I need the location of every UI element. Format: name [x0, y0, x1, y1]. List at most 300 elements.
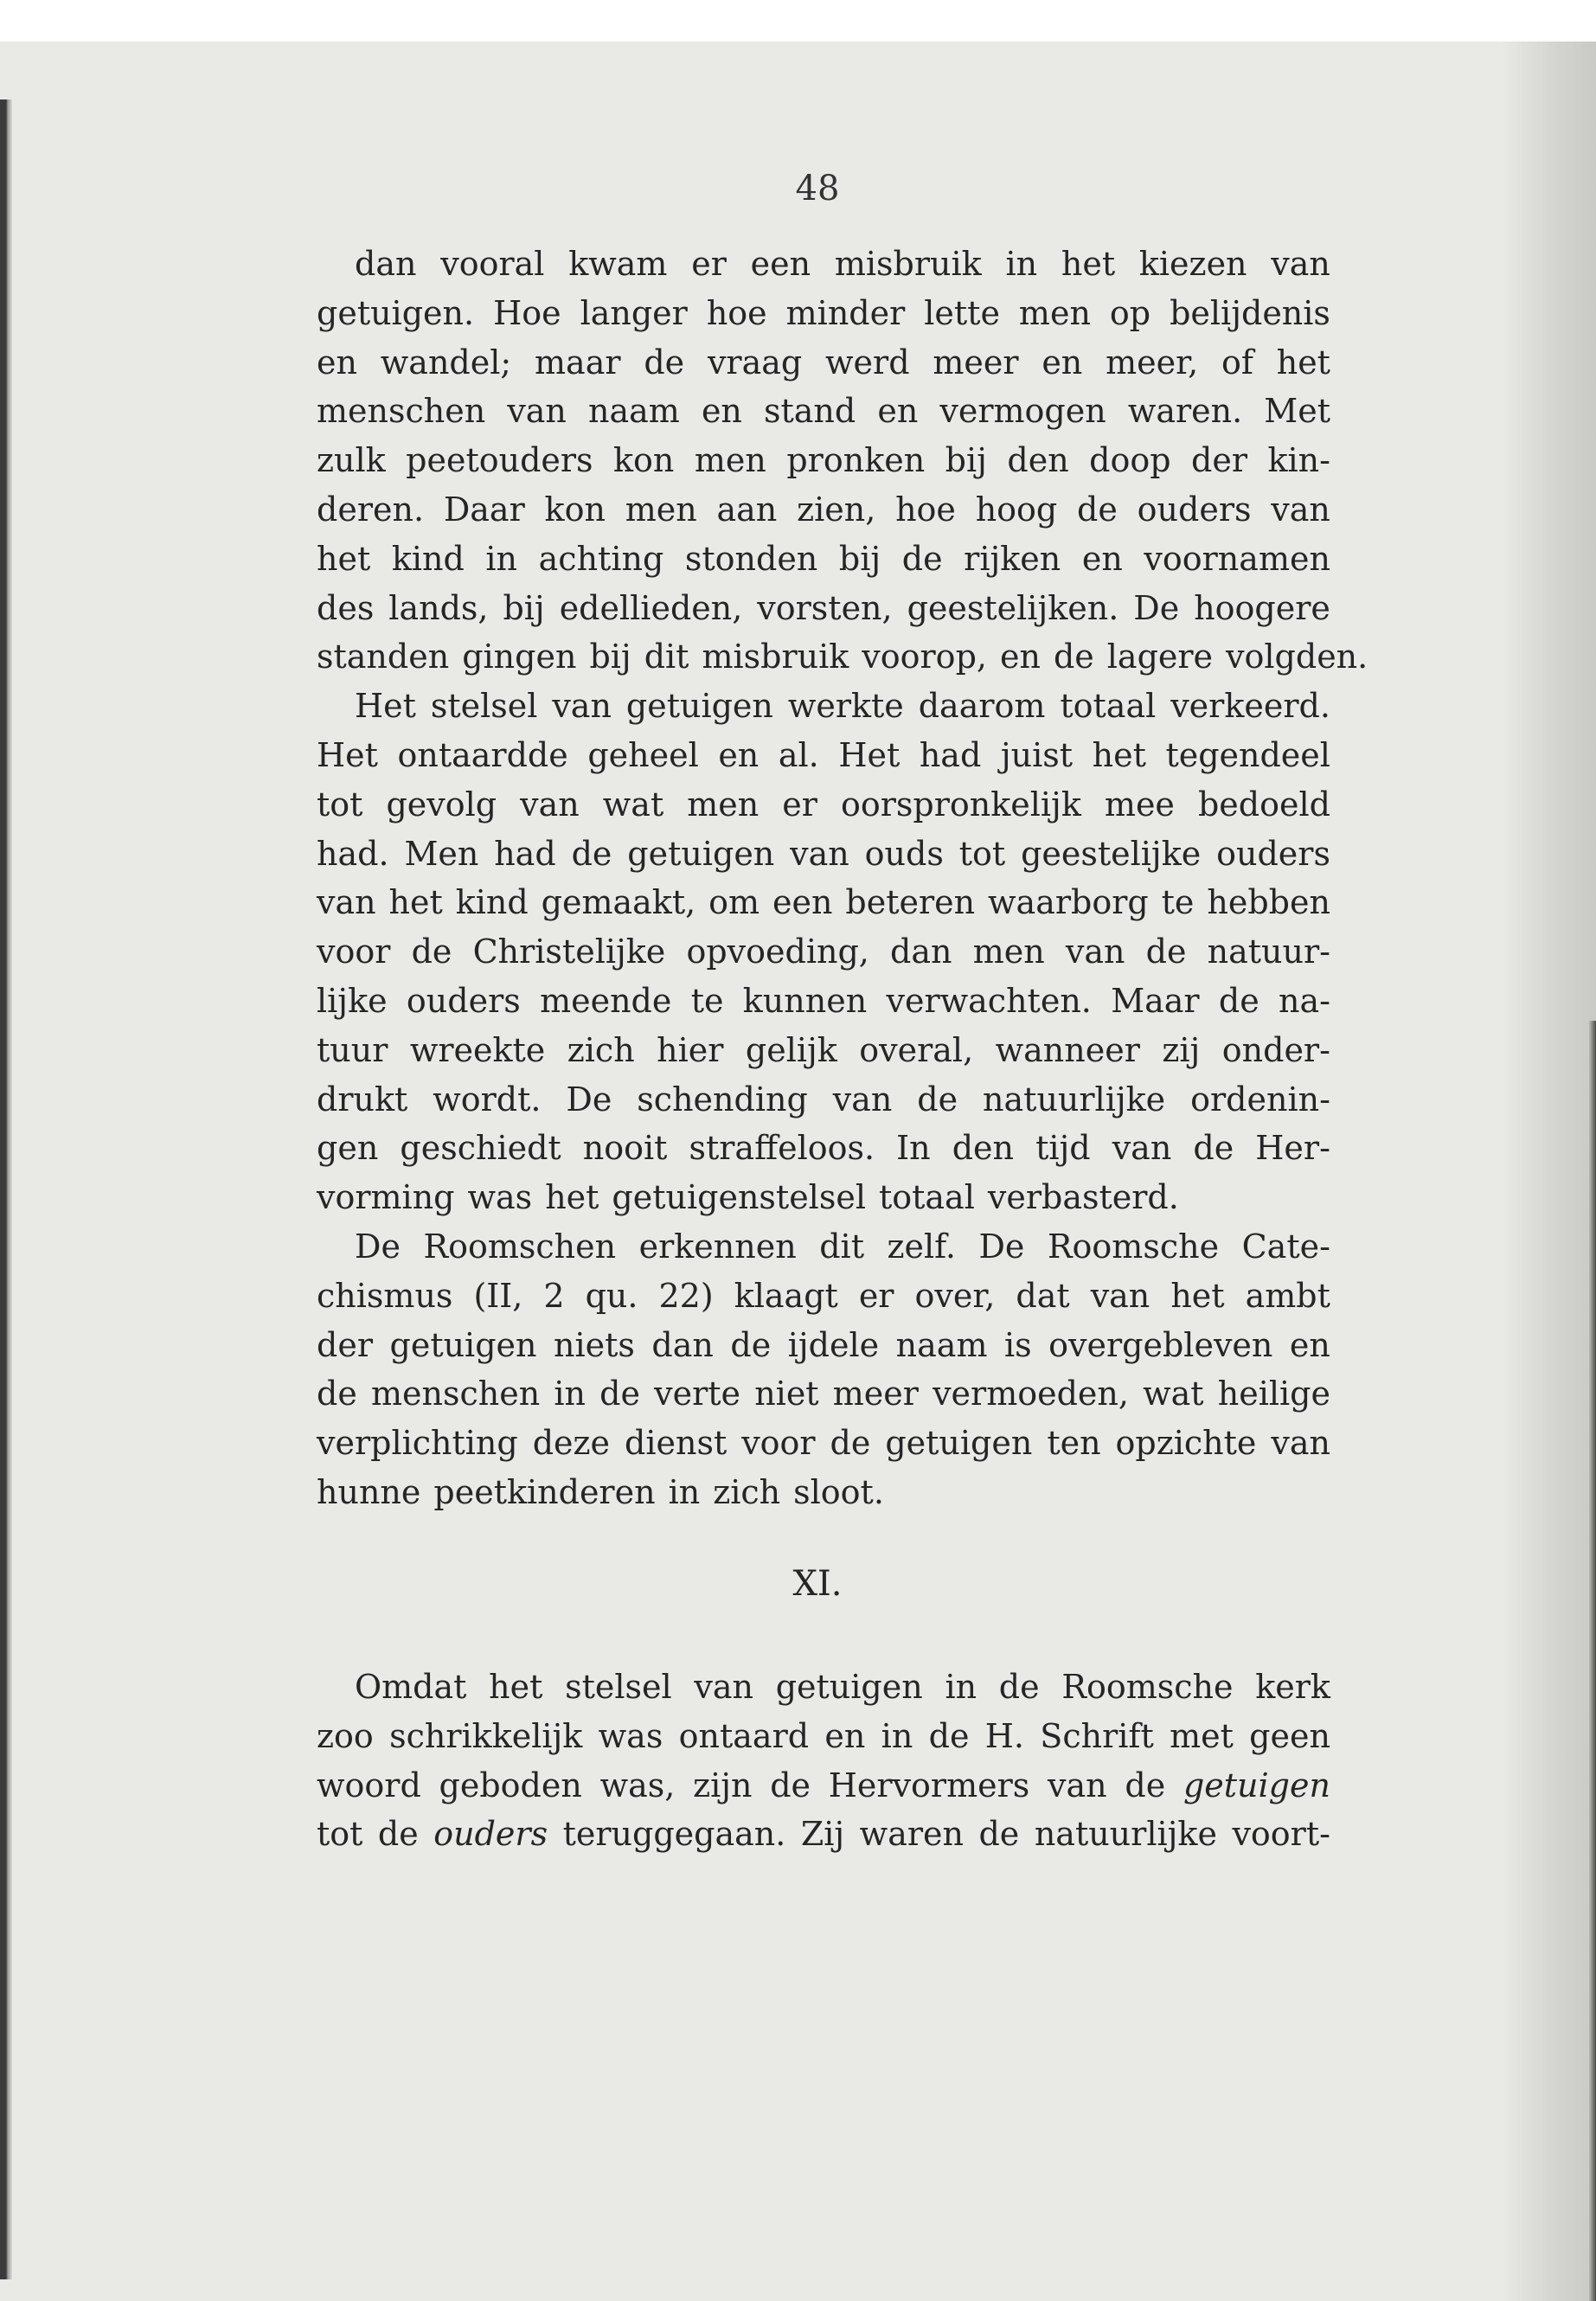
word: de — [770, 1766, 811, 1804]
word: te — [1161, 883, 1195, 922]
word: natuur- — [1207, 933, 1330, 971]
text-line — [317, 1712, 1330, 1761]
word: voort- — [1232, 1815, 1330, 1854]
word: van — [317, 883, 376, 922]
word: ontaard — [678, 1716, 810, 1755]
word: menschen — [317, 392, 486, 431]
word: het — [489, 1668, 543, 1706]
word: van — [507, 392, 567, 431]
word: en — [824, 1716, 866, 1755]
word: schending — [637, 1080, 808, 1118]
word: men — [694, 441, 766, 480]
word: men — [687, 785, 760, 824]
word: in — [945, 1668, 977, 1706]
word: ambt — [1245, 1276, 1330, 1315]
word: qu. — [585, 1276, 638, 1315]
word: het — [317, 539, 371, 578]
word: lijke — [317, 981, 388, 1020]
word: men — [1018, 293, 1091, 332]
word: vermoeden, — [933, 1375, 1129, 1413]
word: de — [1077, 490, 1118, 529]
word: Men — [404, 834, 479, 873]
word: der — [1191, 441, 1248, 480]
word: dit — [644, 638, 689, 676]
word: geestelijke — [1021, 834, 1202, 873]
word: men — [972, 933, 1045, 971]
text-line — [317, 830, 1330, 879]
word: belijdenis — [1170, 293, 1330, 332]
word: getuigen — [627, 834, 775, 873]
word: erkennen — [638, 1227, 797, 1266]
word: Cate- — [1241, 1227, 1330, 1266]
word: vorsten, — [757, 588, 893, 627]
text-line — [317, 1173, 1330, 1222]
word: hoog — [975, 490, 1058, 529]
body-text-lower — [317, 1663, 1330, 1859]
word: werkte — [787, 687, 904, 726]
word: kin- — [1267, 441, 1330, 480]
word: klaagt — [734, 1276, 838, 1315]
word: van — [790, 834, 849, 873]
word: er — [782, 785, 817, 824]
word: lands, — [388, 588, 489, 627]
word: misbruik — [702, 638, 849, 676]
word: en — [999, 638, 1041, 676]
word: tot — [958, 834, 1006, 873]
text-line — [317, 387, 1330, 436]
word: in — [1005, 245, 1038, 283]
word: naam — [588, 392, 680, 431]
word: zij — [1162, 1030, 1201, 1069]
word: Hervormers — [828, 1766, 1030, 1804]
word: Roomschen — [423, 1227, 617, 1266]
word: had — [919, 735, 982, 774]
word: voor — [317, 933, 391, 971]
word: misbruik — [834, 245, 982, 283]
word: totaal — [878, 1178, 975, 1217]
word: verkeerd. — [1170, 687, 1330, 726]
word: voorop, — [862, 638, 987, 676]
word: wreekte — [409, 1030, 546, 1069]
word: menschen — [370, 1375, 541, 1413]
word: zijn — [693, 1766, 753, 1804]
word: natuurlijke — [1034, 1815, 1217, 1854]
word: kind — [455, 883, 529, 922]
word: getuigen. — [317, 293, 475, 332]
text-line — [317, 289, 1330, 338]
text-line — [317, 1663, 1330, 1712]
word: stelsel — [430, 687, 538, 726]
word: Roomsche — [1061, 1668, 1234, 1706]
word: lagere — [1106, 638, 1214, 676]
word: zich — [713, 1472, 781, 1511]
word: de — [1193, 1129, 1234, 1168]
word: mee — [1104, 785, 1175, 824]
word: ouders — [433, 1815, 548, 1854]
word: natuurlijke — [983, 1080, 1166, 1118]
paragraph-3 — [317, 1222, 1330, 1517]
word: de — [411, 933, 452, 971]
word: van — [1271, 245, 1330, 283]
word: hier — [657, 1030, 724, 1069]
word: met — [1170, 1716, 1234, 1755]
word: zich — [567, 1030, 635, 1069]
word: stelsel — [565, 1668, 672, 1706]
word: de — [317, 1375, 357, 1413]
page-edge-left — [0, 99, 12, 2279]
word: meer, — [1106, 343, 1199, 381]
word: het — [1061, 245, 1116, 283]
word: getuigen — [775, 1668, 923, 1706]
word: bij — [945, 441, 987, 480]
word: teruggegaan. — [562, 1815, 786, 1854]
word: kind — [391, 539, 465, 578]
word: en — [701, 392, 742, 431]
body-text-upper — [317, 240, 1368, 1517]
word: opzichte — [1115, 1424, 1257, 1463]
word: en — [718, 735, 760, 774]
paragraph-1 — [317, 240, 1368, 682]
word: dan — [355, 245, 417, 283]
word: straffeloos. — [689, 1129, 875, 1168]
word: over, — [914, 1276, 996, 1315]
word: de — [599, 1375, 640, 1413]
word: Zij — [800, 1815, 845, 1854]
word: overal, — [859, 1030, 974, 1069]
word: waren. — [1127, 392, 1243, 431]
word: vermogen — [939, 392, 1106, 431]
word: langer — [580, 293, 688, 332]
text-line — [317, 240, 1330, 289]
word: geschiedt — [400, 1129, 561, 1168]
word: geen — [1249, 1716, 1330, 1755]
word: schrikkelijk — [389, 1716, 583, 1755]
word: in — [668, 1472, 701, 1511]
word: ordenin- — [1190, 1080, 1330, 1118]
word: deze — [532, 1424, 611, 1463]
word: kiezen — [1138, 245, 1247, 283]
word: de — [830, 1424, 871, 1463]
word: een — [750, 245, 811, 283]
word: bedoeld — [1197, 785, 1330, 824]
word: dienst — [625, 1424, 727, 1463]
word: gemaakt, — [541, 883, 696, 922]
word: was — [598, 1716, 663, 1755]
word: tijd — [1035, 1129, 1091, 1168]
word: was, — [599, 1766, 676, 1804]
word: ouders — [1137, 490, 1252, 529]
word: onder- — [1221, 1030, 1330, 1069]
word: tuur — [317, 1030, 388, 1069]
text-line — [317, 1272, 1330, 1321]
word: kunnen — [742, 981, 868, 1020]
word: voor — [741, 1424, 816, 1463]
word: lette — [924, 293, 1000, 332]
text-line — [317, 1026, 1330, 1075]
word: totaal — [1060, 687, 1157, 726]
text-line — [317, 780, 1330, 830]
word: en — [1042, 343, 1083, 381]
word: zoo — [317, 1716, 374, 1755]
word: om — [708, 883, 760, 922]
word: en — [317, 343, 357, 381]
word: het — [545, 1178, 599, 1217]
text-line — [317, 1321, 1330, 1370]
word: bij — [589, 638, 631, 676]
word: De — [1133, 588, 1180, 627]
word: niets — [554, 1325, 635, 1364]
word: meende — [540, 981, 672, 1020]
word: kwam — [568, 245, 668, 283]
text-line — [317, 1124, 1330, 1173]
word: minder — [785, 293, 906, 332]
word: chismus — [317, 1276, 453, 1315]
word: het — [388, 883, 443, 922]
word: de — [730, 1325, 772, 1364]
word: te — [690, 981, 724, 1020]
word: niet — [754, 1375, 819, 1413]
word: wanneer — [995, 1030, 1140, 1069]
word: de — [1145, 933, 1187, 971]
word: Hoe — [493, 293, 561, 332]
word: vooral — [440, 245, 545, 283]
word: Het — [838, 735, 901, 774]
text-line — [317, 338, 1330, 388]
text-line — [317, 1075, 1330, 1125]
word: zien, — [797, 490, 876, 529]
text-line — [317, 584, 1330, 633]
word: kon — [613, 441, 675, 480]
word: Het — [317, 735, 378, 774]
word: In — [896, 1129, 931, 1168]
word: ontaardde — [397, 735, 568, 774]
word: doop — [1089, 441, 1171, 480]
word: De — [355, 1227, 401, 1266]
word: hoe — [706, 293, 767, 332]
word: Her- — [1255, 1129, 1330, 1168]
word: getuigen — [625, 687, 773, 726]
word: tegendeel — [1165, 735, 1330, 774]
word: getuigen — [389, 1325, 537, 1364]
word: daarom — [918, 687, 1046, 726]
word: waren — [859, 1815, 964, 1854]
word: getuigen — [885, 1424, 1033, 1463]
section-heading: XI. — [792, 1564, 843, 1604]
word: gen — [317, 1129, 379, 1168]
text-line — [317, 1810, 1330, 1859]
word: deren. — [317, 490, 425, 529]
paragraph-4 — [317, 1663, 1330, 1859]
word: hoe — [895, 490, 956, 529]
page-edge-right — [1589, 1021, 1596, 2301]
word: des — [317, 588, 375, 627]
word: 22) — [658, 1276, 714, 1315]
text-line — [317, 878, 1330, 927]
word: van — [694, 1668, 753, 1706]
word: meer — [832, 1375, 919, 1413]
word: van — [1048, 1766, 1107, 1804]
word: woord — [317, 1766, 421, 1804]
word: er — [858, 1276, 894, 1315]
word: had — [494, 834, 556, 873]
word: De — [566, 1080, 612, 1118]
word: het — [1170, 1276, 1225, 1315]
word: verte — [654, 1375, 741, 1413]
text-line — [317, 1369, 1330, 1419]
word: geboden — [439, 1766, 582, 1804]
word: ouds — [864, 834, 944, 873]
word: verbasterd. — [987, 1178, 1179, 1217]
word: achting — [538, 539, 664, 578]
word: peetkinderen — [433, 1472, 656, 1511]
word: gelijk — [745, 1030, 837, 1069]
text-line — [317, 535, 1330, 584]
word: rijken — [964, 539, 1061, 578]
word: van — [1271, 490, 1330, 529]
word: of — [1221, 343, 1253, 381]
word: hoogere — [1194, 588, 1330, 627]
word: opvoeding, — [686, 933, 869, 971]
word: den — [952, 1129, 1015, 1168]
word: zelf. — [887, 1227, 956, 1266]
word: heilige — [1217, 1375, 1330, 1413]
word: zulk — [317, 441, 386, 480]
word: tot — [317, 785, 363, 824]
word: van — [552, 687, 612, 726]
word: voornamen — [1144, 539, 1330, 578]
word: Schrift — [1040, 1716, 1154, 1755]
word: men — [625, 490, 697, 529]
word: van — [1271, 1424, 1330, 1463]
text-line — [317, 731, 1330, 780]
word: vorming — [317, 1178, 455, 1217]
text-line — [317, 1468, 1330, 1517]
word: van — [1112, 1129, 1172, 1168]
word: ouders — [1216, 834, 1330, 873]
word: er — [691, 245, 727, 283]
word: pronken — [786, 441, 926, 480]
word: dat — [1016, 1276, 1070, 1315]
word: wat — [602, 785, 664, 824]
word: van — [520, 785, 580, 824]
page-number: 48 — [795, 169, 840, 208]
word: getuigenstelsel — [612, 1178, 866, 1217]
word: standen — [317, 638, 450, 676]
word: kon — [544, 490, 606, 529]
text-line — [317, 436, 1330, 485]
word: tot — [317, 1815, 363, 1854]
word: edellieden, — [559, 588, 743, 627]
word: dan — [890, 933, 952, 971]
word: in — [485, 539, 518, 578]
word: drukt — [317, 1080, 408, 1118]
scan-border-top — [0, 0, 1596, 42]
word: naam — [895, 1325, 988, 1364]
word: verplichting — [317, 1424, 518, 1463]
word: en — [1289, 1325, 1330, 1364]
word: van — [1090, 1276, 1151, 1315]
word: en — [877, 392, 919, 431]
word: had. — [317, 834, 389, 873]
word: de — [644, 343, 685, 381]
word: het — [1092, 735, 1146, 774]
word: meer — [933, 343, 1019, 381]
word: Daar — [443, 490, 525, 529]
word: (II, — [473, 1276, 523, 1315]
word: getuigen — [1183, 1766, 1330, 1804]
word: waarborg — [988, 883, 1149, 922]
word: geestelijken. — [907, 588, 1119, 627]
word: van — [1065, 933, 1125, 971]
word: hunne — [317, 1472, 421, 1511]
word: was — [467, 1178, 533, 1217]
word: beteren — [845, 883, 976, 922]
word: hebben — [1207, 883, 1330, 922]
word: verwachten. — [886, 981, 1092, 1020]
word: ouders — [406, 981, 521, 1020]
word: sloot. — [793, 1472, 884, 1511]
word: dan — [651, 1325, 714, 1364]
word: al. — [778, 735, 819, 774]
word: oorspronkelijk — [840, 785, 1081, 824]
word: het — [1276, 343, 1330, 381]
word: Christelijke — [472, 933, 666, 971]
word: juist — [1000, 735, 1074, 774]
word: de — [998, 1668, 1040, 1706]
word: ten — [1047, 1424, 1101, 1463]
word: gingen — [462, 638, 577, 676]
word: werd — [825, 343, 910, 381]
word: maar — [535, 343, 621, 381]
word: overgebleven — [1048, 1325, 1273, 1364]
word: de — [377, 1815, 419, 1854]
word: van — [832, 1080, 893, 1118]
word: wordt. — [433, 1080, 542, 1118]
word: de — [978, 1815, 1020, 1854]
word: de — [1053, 638, 1094, 676]
word: De — [978, 1227, 1025, 1266]
word: stonden — [684, 539, 818, 578]
word: der — [317, 1325, 373, 1364]
word: Omdat — [355, 1668, 467, 1706]
word: de — [1125, 1766, 1166, 1804]
word: de — [901, 539, 943, 578]
word: den — [1007, 441, 1069, 480]
word: is — [1004, 1325, 1032, 1364]
word: de — [571, 834, 612, 873]
word: Het — [355, 687, 416, 726]
text-line — [317, 1761, 1330, 1811]
text-line — [317, 977, 1330, 1026]
word: dit — [819, 1227, 864, 1266]
word: de — [928, 1716, 970, 1755]
word: aan — [716, 490, 778, 529]
word: Maar — [1111, 981, 1200, 1020]
word: de — [917, 1080, 958, 1118]
text-line — [317, 1419, 1330, 1468]
word: gevolg — [386, 785, 497, 824]
paragraph-2 — [317, 682, 1330, 1222]
text-line — [317, 632, 1368, 682]
word: wat — [1143, 1375, 1204, 1413]
word: in — [554, 1375, 586, 1413]
word: nooit — [582, 1129, 668, 1168]
word: Roomsche — [1047, 1227, 1220, 1266]
word: wandel; — [380, 343, 512, 381]
word: bij — [503, 588, 545, 627]
word: Met — [1264, 392, 1330, 431]
text-line — [317, 1222, 1330, 1272]
